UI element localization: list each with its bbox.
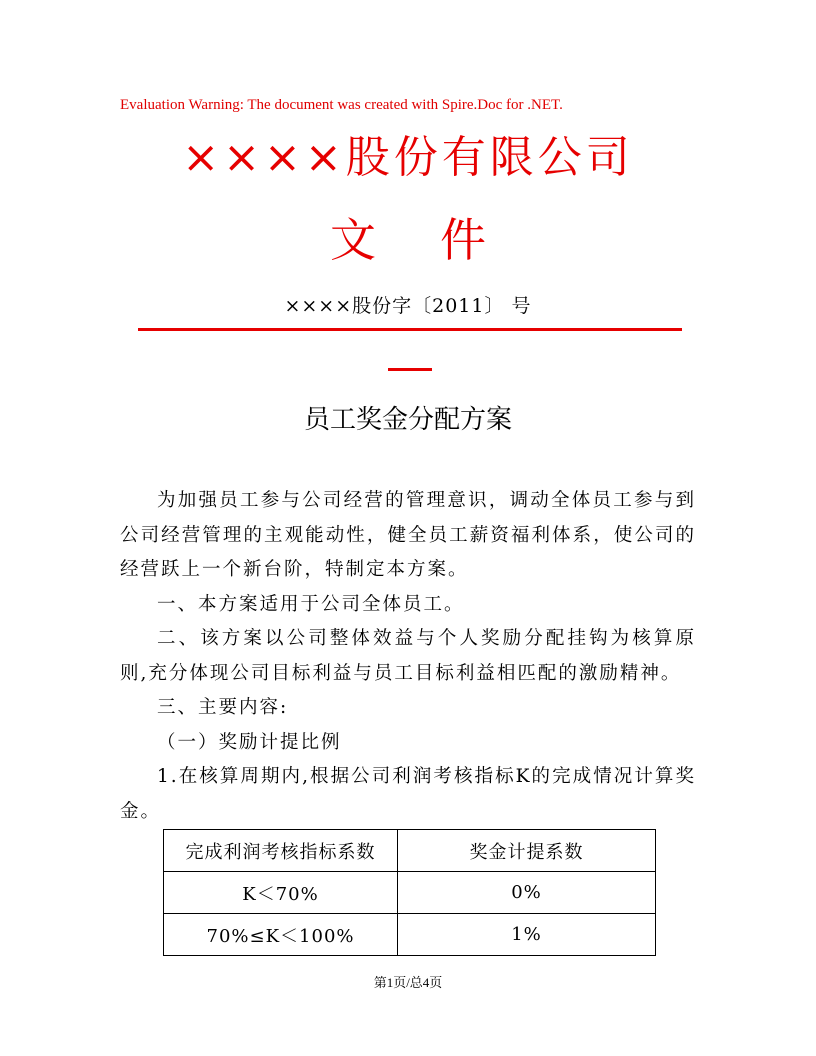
paragraph-subheading: （一）奖励计提比例 (157, 731, 342, 753)
page-footer: 第1页/总4页 (373, 975, 443, 990)
bonus-ratio-table (163, 829, 656, 956)
table-header-cell: 完成利润考核指标系数 (164, 830, 398, 872)
paragraph-calculation: 1.在核算周期内,根据公司利润考核指标K的完成情况计算奖金。 (120, 766, 696, 822)
table-header-cell: 奖金计提系数 (398, 830, 656, 872)
table-cell: 70%≤K＜100% (164, 914, 398, 956)
company-name: ××××股份有限公司 (182, 132, 634, 183)
red-divider-short (388, 368, 432, 371)
document-label (0, 212, 816, 268)
table-row (164, 914, 656, 956)
table-row (164, 872, 656, 914)
document-number: ××××股份字〔2011〕 号 (284, 295, 532, 317)
table-header-row (164, 830, 656, 872)
table-cell: 0% (398, 872, 656, 914)
paragraph-intro: 为加强员工参与公司经营的管理意识，调动全体员工参与到公司经营管理的主观能动性，健全员工薪资福利体系，使公司的经营跃上一个新台阶，特制定本方案。 (120, 490, 696, 580)
document-label-char-1: 文 (330, 213, 376, 267)
paragraph-main-content: 三、主要内容: (157, 697, 289, 718)
plan-title: 员工奖金分配方案 (303, 405, 512, 435)
table-cell: K＜70% (164, 872, 398, 914)
body-text (120, 484, 696, 829)
red-divider (138, 328, 682, 331)
evaluation-watermark: Evaluation Warning: The document was created with Spire.Doc for .NET. (120, 97, 563, 113)
paragraph-scope: 一、本方案适用于公司全体员工。 (157, 593, 465, 615)
table-cell: 1% (398, 914, 656, 956)
document-label-char-2: 件 (440, 213, 486, 267)
paragraph-principle: 二、该方案以公司整体效益与个人奖励分配挂钩为核算原则,充分体现公司目标利益与员工目标利益相匹配的激励精神。 (120, 628, 696, 684)
